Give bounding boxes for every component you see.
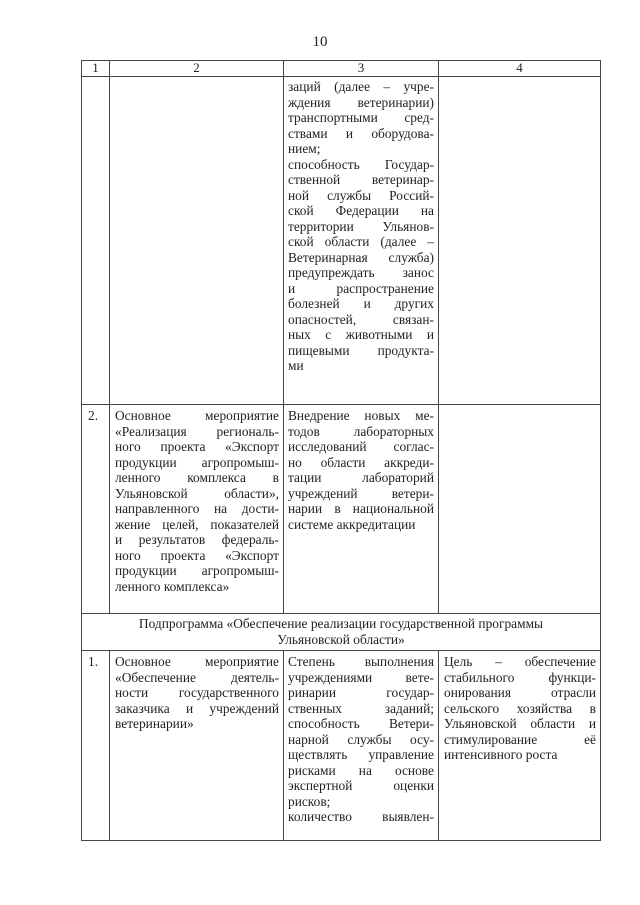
col-divider-3 [438,60,439,614]
text-line: пищевыми продукта- [288,342,434,358]
text-line: нарной службы осу- [288,731,434,747]
text-line: интенсивного роста [444,747,558,762]
text-line: и распространение [288,280,434,296]
text-line: территории Ульянов- [288,218,434,234]
text-line: нием; [288,141,321,156]
subprogram-line: Подпрограмма «Обеспечение реализации государственной программы [138,616,544,631]
text-line: ринарии государ- [288,685,434,700]
text-line: ждения ветеринарии) [288,94,434,110]
text-line: заказчика и учреждений [115,700,279,716]
text-line: тации лабораторий [288,470,434,485]
text-line: Степень выполнения [288,654,434,669]
text-line: предупреждать занос [288,265,434,280]
text-line: ных с животными и [288,327,434,342]
row-continued-bottom-border [81,404,601,405]
text-line: продукции агропромыш- [115,563,279,578]
text-line: онирования отрасли [444,685,596,700]
header-bottom-border [81,76,601,77]
col-divider-1-lower [109,650,110,841]
text-line: стимулирование её [444,731,596,747]
row-2-number: 2. [88,408,99,423]
row-1-col4 [444,654,596,763]
text-line: ствами и оборудова- [288,125,434,141]
text-line: Основное мероприятие [115,654,279,669]
text-line: ской Федерации на [288,203,434,218]
row-2-col2 [115,408,279,594]
text-line: Внедрение новых ме- [288,408,434,423]
row-1-col2 [115,654,279,732]
row-1-number: 1. [88,654,99,669]
text-line: транспортными сред- [288,110,434,125]
text-line: болезней и других [288,296,434,311]
text-line: ного проекта «Экспорт [115,439,279,454]
text-line: ществлять управление [288,747,434,762]
text-line: опасностей, связан- [288,311,434,327]
text-line: ветеринарии» [115,716,194,731]
header-col-1: 1 [92,60,99,75]
row-2-bottom-border [81,613,601,614]
col-divider-2-lower [283,650,284,841]
text-line: стабильного функци- [444,669,596,685]
text-line: способность Государ- [288,156,434,172]
table-right-border [600,60,601,841]
text-line: ного проекта «Экспорт [115,547,279,563]
text-line: но области аккреди- [288,454,434,470]
text-line: направленного на дости- [115,501,279,516]
text-line: учреждениями вете- [288,669,434,685]
header-col-2: 2 [193,60,200,75]
text-line: тодов лабораторных [288,423,434,439]
text-line: «Обеспечение деятель- [115,669,279,685]
text-line: ственной ветеринар- [288,172,434,187]
row-2-col3 [288,408,434,532]
text-line: Ветеринарная служба) [288,249,434,265]
page-number: 10 [312,34,328,50]
subprogram-line: Ульяновской области» [277,631,405,647]
header-col-4: 4 [516,60,523,75]
text-line: заций (далее – учре- [288,79,434,94]
text-line: ми [288,358,304,373]
table-left-border [81,60,82,841]
text-line: «Реализация региональ- [115,423,279,439]
text-line: исследований соглас- [288,439,434,454]
row-1-col3 [288,654,434,825]
text-line: ленного комплекса в [115,470,279,485]
continued-row-col3 [288,79,434,374]
text-line: ской области (далее – [288,234,434,249]
text-line: жение целей, показателей [115,516,279,532]
header-col-3: 3 [357,60,365,75]
col-divider-1 [109,60,110,614]
text-line: рисками на основе [288,762,434,778]
text-line: Ульяновской области», [115,485,279,501]
col-divider-3-lower [438,650,439,841]
text-line: количество выявлен- [288,809,434,824]
col-divider-2 [283,60,284,614]
text-line: экспертной оценки [288,778,434,793]
table-bottom-border [81,840,601,841]
text-line: ности государственного [115,685,279,700]
text-line: ной службы Россий- [288,187,434,203]
text-line: и результатов федераль- [115,532,279,547]
text-line: Ульяновской области и [444,716,596,731]
text-line: учреждений ветери- [288,485,434,501]
text-line: способность Ветери- [288,716,434,731]
text-line: Основное мероприятие [115,408,279,423]
text-line: сельского хозяйства в [444,700,596,716]
text-line: ственных заданий; [288,700,434,716]
text-line: нарии в национальной [288,501,434,516]
subprogram-title [82,616,600,647]
subprogram-bottom-border [81,650,601,651]
text-line: Цель – обеспечение [444,654,596,669]
text-line: системе аккредитации [288,516,416,532]
text-line: продукции агропромыш- [115,454,279,470]
text-line: рисков; [288,793,331,809]
text-line: ленного комплекса» [115,578,230,594]
